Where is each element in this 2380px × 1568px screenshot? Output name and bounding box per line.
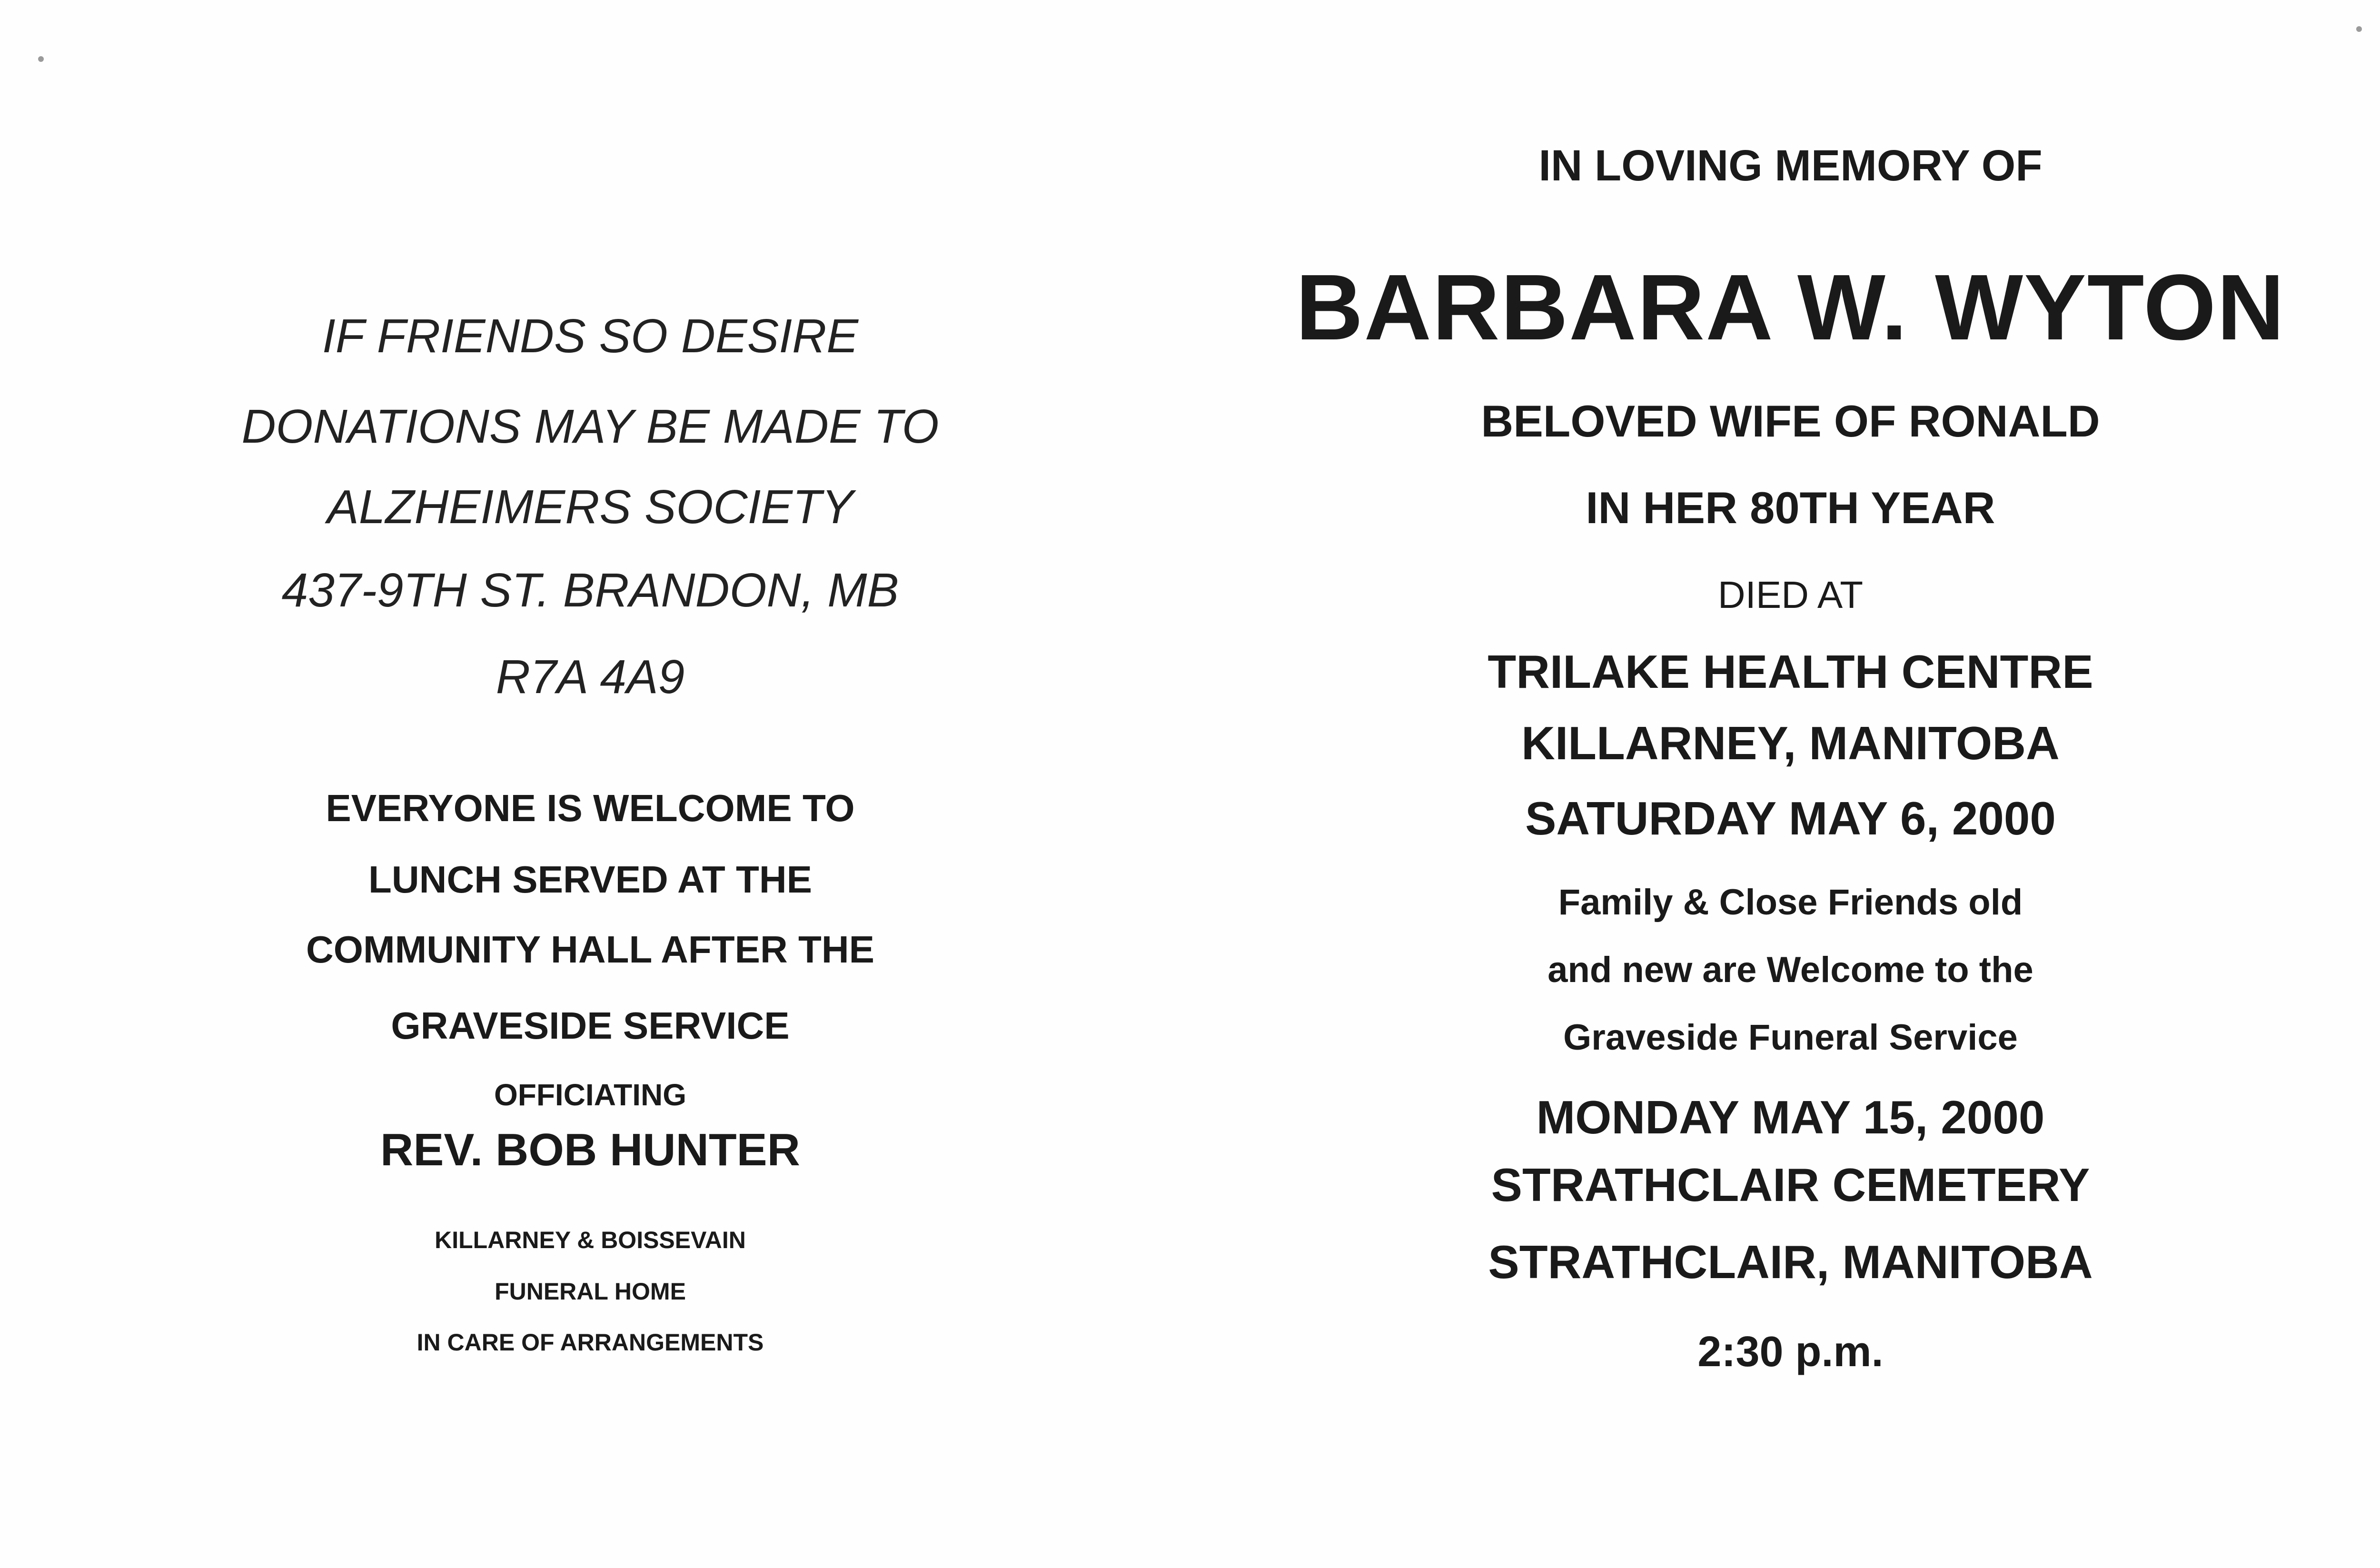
death-place-line-1: TRILAKE HEALTH CENTRE bbox=[1488, 645, 2093, 698]
left-panel bbox=[0, 0, 1180, 1568]
memory-heading: IN LOVING MEMORY OF bbox=[1538, 141, 2043, 190]
right-panel bbox=[1180, 0, 2380, 1568]
deceased-name: BARBARA W. WYTON bbox=[1296, 255, 2285, 359]
death-place-line-2: KILLARNEY, MANITOBA bbox=[1521, 717, 2060, 769]
donation-line-5: R7A 4A9 bbox=[496, 650, 685, 704]
relation-line: BELOVED WIFE OF RONALD bbox=[1481, 396, 2100, 446]
service-cemetery-line: STRATHCLAIR CEMETERY bbox=[1491, 1159, 2090, 1211]
minister-name: REV. BOB HUNTER bbox=[380, 1124, 800, 1175]
officiating-label: OFFICIATING bbox=[494, 1078, 687, 1112]
age-line: IN HER 80TH YEAR bbox=[1586, 483, 1995, 533]
lunch-line-3: COMMUNITY HALL AFTER THE bbox=[306, 928, 875, 971]
invite-line-2: and new are Welcome to the bbox=[1547, 950, 2033, 990]
invite-line-3: Graveside Funeral Service bbox=[1563, 1017, 2018, 1058]
died-at-label: DIED AT bbox=[1717, 574, 1864, 616]
death-date-line: SATURDAY MAY 6, 2000 bbox=[1525, 792, 2056, 844]
funeral-home-line-1: KILLARNEY & BOISSEVAIN bbox=[435, 1227, 746, 1253]
donation-line-1: IF FRIENDS SO DESIRE bbox=[322, 309, 859, 363]
donation-line-2: DONATIONS MAY BE MADE TO bbox=[241, 400, 939, 453]
service-date-line: MONDAY MAY 15, 2000 bbox=[1536, 1091, 2045, 1143]
service-location-line: STRATHCLAIR, MANITOBA bbox=[1488, 1236, 2093, 1288]
donation-line-3: ALZHEIMERS SOCIETY bbox=[327, 480, 853, 534]
invite-line-1: Family & Close Friends old bbox=[1558, 882, 2023, 923]
lunch-line-4: GRAVESIDE SERVICE bbox=[391, 1004, 790, 1047]
service-time: 2:30 p.m. bbox=[1697, 1328, 1884, 1376]
lunch-line-1: EVERYONE IS WELCOME TO bbox=[326, 787, 855, 829]
funeral-home-line-3: IN CARE OF ARRANGEMENTS bbox=[416, 1329, 764, 1356]
lunch-line-2: LUNCH SERVED AT THE bbox=[368, 858, 812, 901]
donation-line-4: 437-9TH ST. BRANDON, MB bbox=[281, 564, 899, 617]
funeral-home-line-2: FUNERAL HOME bbox=[495, 1278, 686, 1305]
